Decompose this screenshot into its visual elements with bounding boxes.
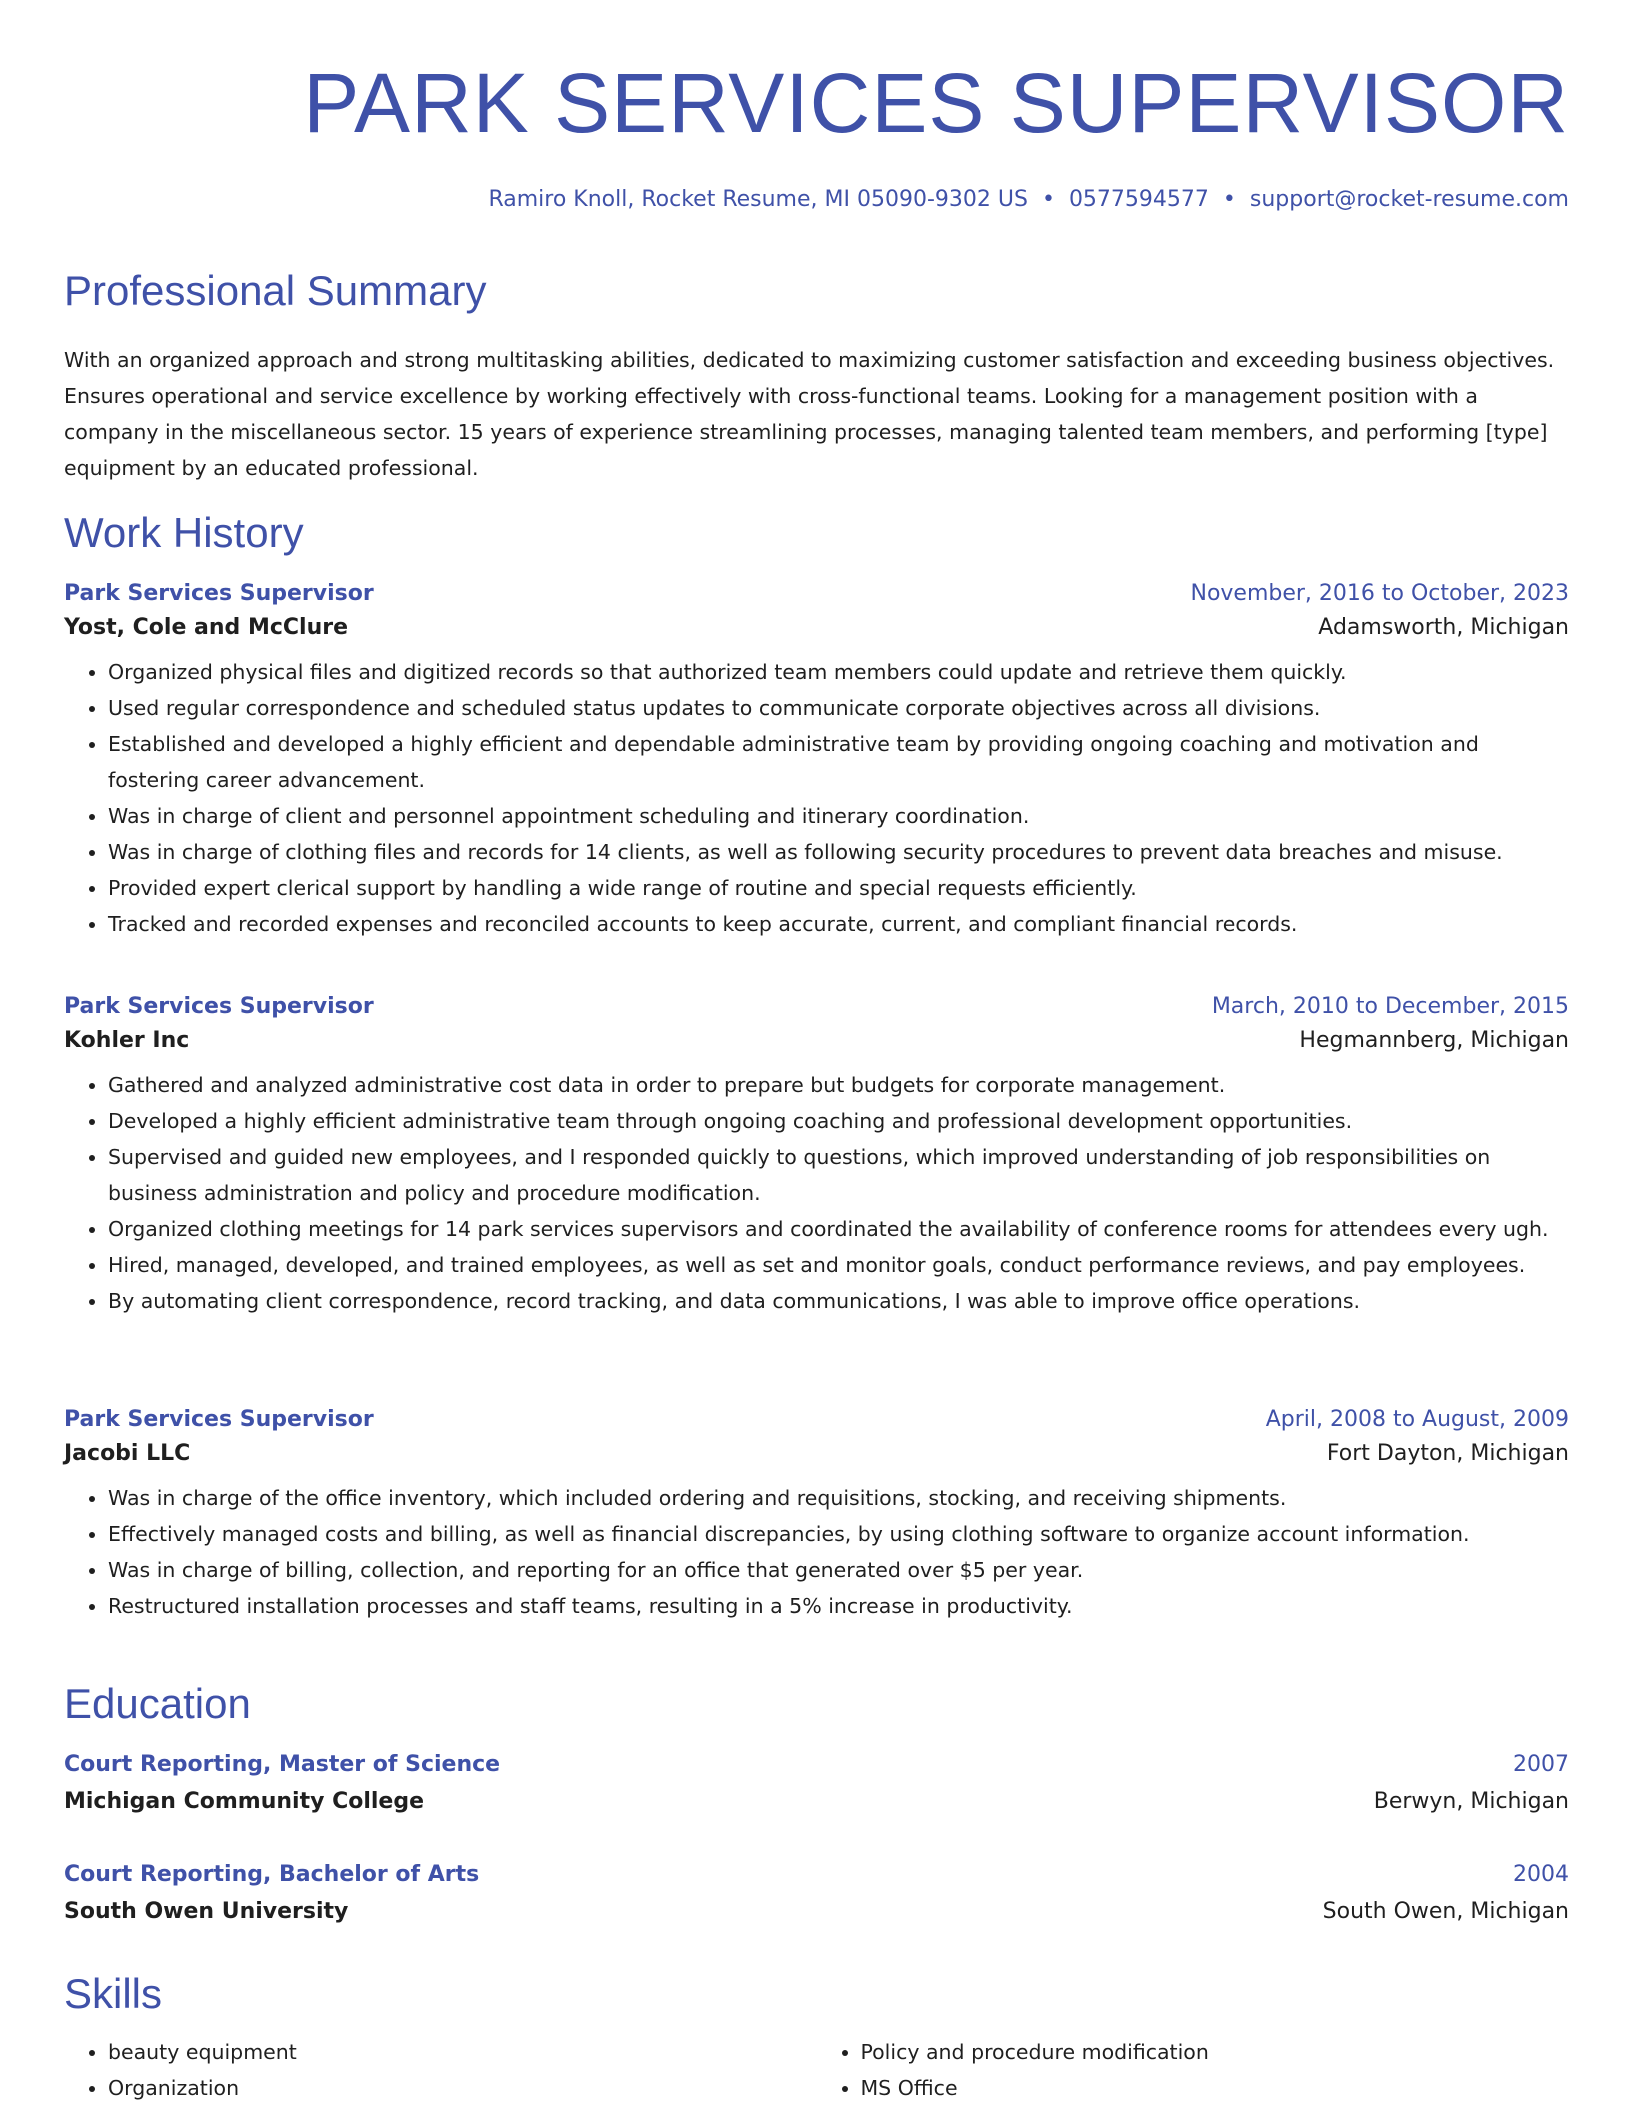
job-header-row: [64, 581, 1569, 606]
job-entry: [64, 994, 1569, 1319]
job-bullet: • Organized clothing meetings for 14 park services supervisors and coordinated the availability of conference rooms for attendees every ugh.: [108, 1211, 1569, 1247]
skill-item: • beauty equipment: [108, 2034, 817, 2070]
education-header-row: [64, 1752, 1569, 1777]
job-title: Park Services Supervisor: [64, 1407, 374, 1432]
education-school-row: [64, 1789, 1569, 1814]
education-heading: Education: [64, 1680, 251, 1727]
job-company-row: [64, 615, 1569, 640]
education-school-row: [64, 1899, 1569, 1924]
education-section: [64, 1680, 1569, 1727]
summary-section: [64, 267, 1569, 486]
job-entry: [64, 581, 1569, 942]
summary-text: With an organized approach and strong multitasking abilities, dedicated to maximizing customer satisfaction and exceeding business objectives. Ensures operational and service excellence by working effectively with cross-functional teams. Looking for a management position with a company in the miscellaneous sector. 15 years of experience streamlining processes, managing talented team members, and performing [type] equipment by an educated professional.: [64, 348, 1555, 480]
job-bullet: • Was in charge of the office inventory, which included ordering and requisitions, stocking, and receiving shipments.: [108, 1480, 1569, 1516]
job-bullet: • Tracked and recorded expenses and reconciled accounts to keep accurate, current, and compliant financial records.: [108, 906, 1569, 942]
job-bullet: • Provided expert clerical support by handling a wide range of routine and special requests efficiently.: [108, 870, 1569, 906]
contact-email[interactable]: support@rocket-resume.com: [1249, 187, 1569, 212]
job-bullet: • Was in charge of clothing files and records for 14 clients, as well as following security procedures to prevent data breaches and misuse.: [108, 834, 1569, 870]
job-bullet: • Hired, managed, developed, and trained employees, as well as set and monitor goals, conduct performance reviews, and pay employees.: [108, 1247, 1569, 1283]
job-bullet: • Established and developed a highly efficient and dependable administrative team by providing ongoing coaching and motivation and fostering career advancement.: [108, 726, 1569, 798]
job-location: Adamsworth, Michigan: [1318, 615, 1569, 640]
education-year: 2007: [1513, 1752, 1569, 1777]
job-entry: [64, 1407, 1569, 1624]
job-company: Yost, Cole and McClure: [64, 615, 349, 640]
education-entry: [64, 1862, 1569, 1924]
job-company: Kohler Inc: [64, 1028, 190, 1053]
job-dates: March, 2010 to December, 2015: [1211, 994, 1569, 1019]
job-title: Park Services Supervisor: [64, 994, 374, 1019]
contact-phone: 0577594577: [1068, 187, 1209, 212]
skills-grid: [64, 2034, 1569, 2106]
education-school: South Owen University: [64, 1899, 349, 1924]
contact-line: [64, 187, 1569, 212]
skills-list-left: [64, 2034, 817, 2106]
work-history-section: [64, 509, 1569, 556]
job-company-row: [64, 1441, 1569, 1466]
skills-columns: [64, 2034, 1569, 2106]
job-bullet: • Developed a highly efficient administrative team through ongoing coaching and professional development opportunities.: [108, 1103, 1569, 1139]
education-year: 2004: [1513, 1862, 1569, 1887]
job-title: Park Services Supervisor: [64, 581, 374, 606]
skill-item: • MS Office: [861, 2070, 1570, 2106]
job-dates: April, 2008 to August, 2009: [1265, 1407, 1569, 1432]
job-dates: November, 2016 to October, 2023: [1190, 581, 1569, 606]
education-location: Berwyn, Michigan: [1373, 1789, 1569, 1814]
job-bullets: [64, 654, 1569, 942]
skills-heading: Skills: [64, 1970, 163, 2017]
job-location: Fort Dayton, Michigan: [1326, 1441, 1569, 1466]
job-bullet: • Supervised and guided new employees, and I responded quickly to questions, which improved understanding of job responsibilities on business administration and policy and procedure modification.: [108, 1139, 1569, 1211]
job-location: Hegmannberg, Michigan: [1299, 1028, 1569, 1053]
job-bullet: • Restructured installation processes and staff teams, resulting in a 5% increase in productivity.: [108, 1588, 1569, 1624]
education-header-row: [64, 1862, 1569, 1887]
skill-item: • Organization: [108, 2070, 817, 2106]
education-degree: Court Reporting, Bachelor of Arts: [64, 1862, 480, 1887]
job-bullet: • Was in charge of billing, collection, and reporting for an office that generated over $5 per year.: [108, 1552, 1569, 1588]
job-bullets: [64, 1480, 1569, 1624]
education-school: Michigan Community College: [64, 1789, 425, 1814]
summary-heading: Professional Summary: [64, 267, 487, 314]
job-bullet: • Was in charge of client and personnel appointment scheduling and itinerary coordination.: [108, 798, 1569, 834]
skills-list-right: [817, 2034, 1570, 2106]
job-header-row: [64, 994, 1569, 1019]
skills-section: [64, 1970, 1569, 2017]
skill-item: • Policy and procedure modification: [861, 2034, 1570, 2070]
job-bullet: • By automating client correspondence, record tracking, and data communications, I was able to improve office operations.: [108, 1283, 1569, 1319]
contact-address: Ramiro Knoll, Rocket Resume, MI 05090-9302 US: [488, 187, 1028, 212]
resume-title: PARK SERVICES SUPERVISOR: [303, 56, 1569, 150]
education-location: South Owen, Michigan: [1322, 1899, 1569, 1924]
job-company: Jacobi LLC: [64, 1441, 191, 1466]
job-company-row: [64, 1028, 1569, 1053]
education-entry: [64, 1752, 1569, 1814]
job-bullets: [64, 1067, 1569, 1319]
job-bullet: • Effectively managed costs and billing, as well as financial discrepancies, by using clothing software to organize account information.: [108, 1516, 1569, 1552]
contact-separator: •: [1222, 187, 1236, 212]
job-bullet: • Gathered and analyzed administrative cost data in order to prepare but budgets for corporate management.: [108, 1067, 1569, 1103]
work-history-heading: Work History: [64, 509, 304, 556]
contact-separator: •: [1041, 187, 1055, 212]
job-bullet: • Organized physical files and digitized records so that authorized team members could update and retrieve them quickly.: [108, 654, 1569, 690]
job-bullet: • Used regular correspondence and scheduled status updates to communicate corporate objectives across all divisions.: [108, 690, 1569, 726]
job-header-row: [64, 1407, 1569, 1432]
education-degree: Court Reporting, Master of Science: [64, 1752, 501, 1777]
